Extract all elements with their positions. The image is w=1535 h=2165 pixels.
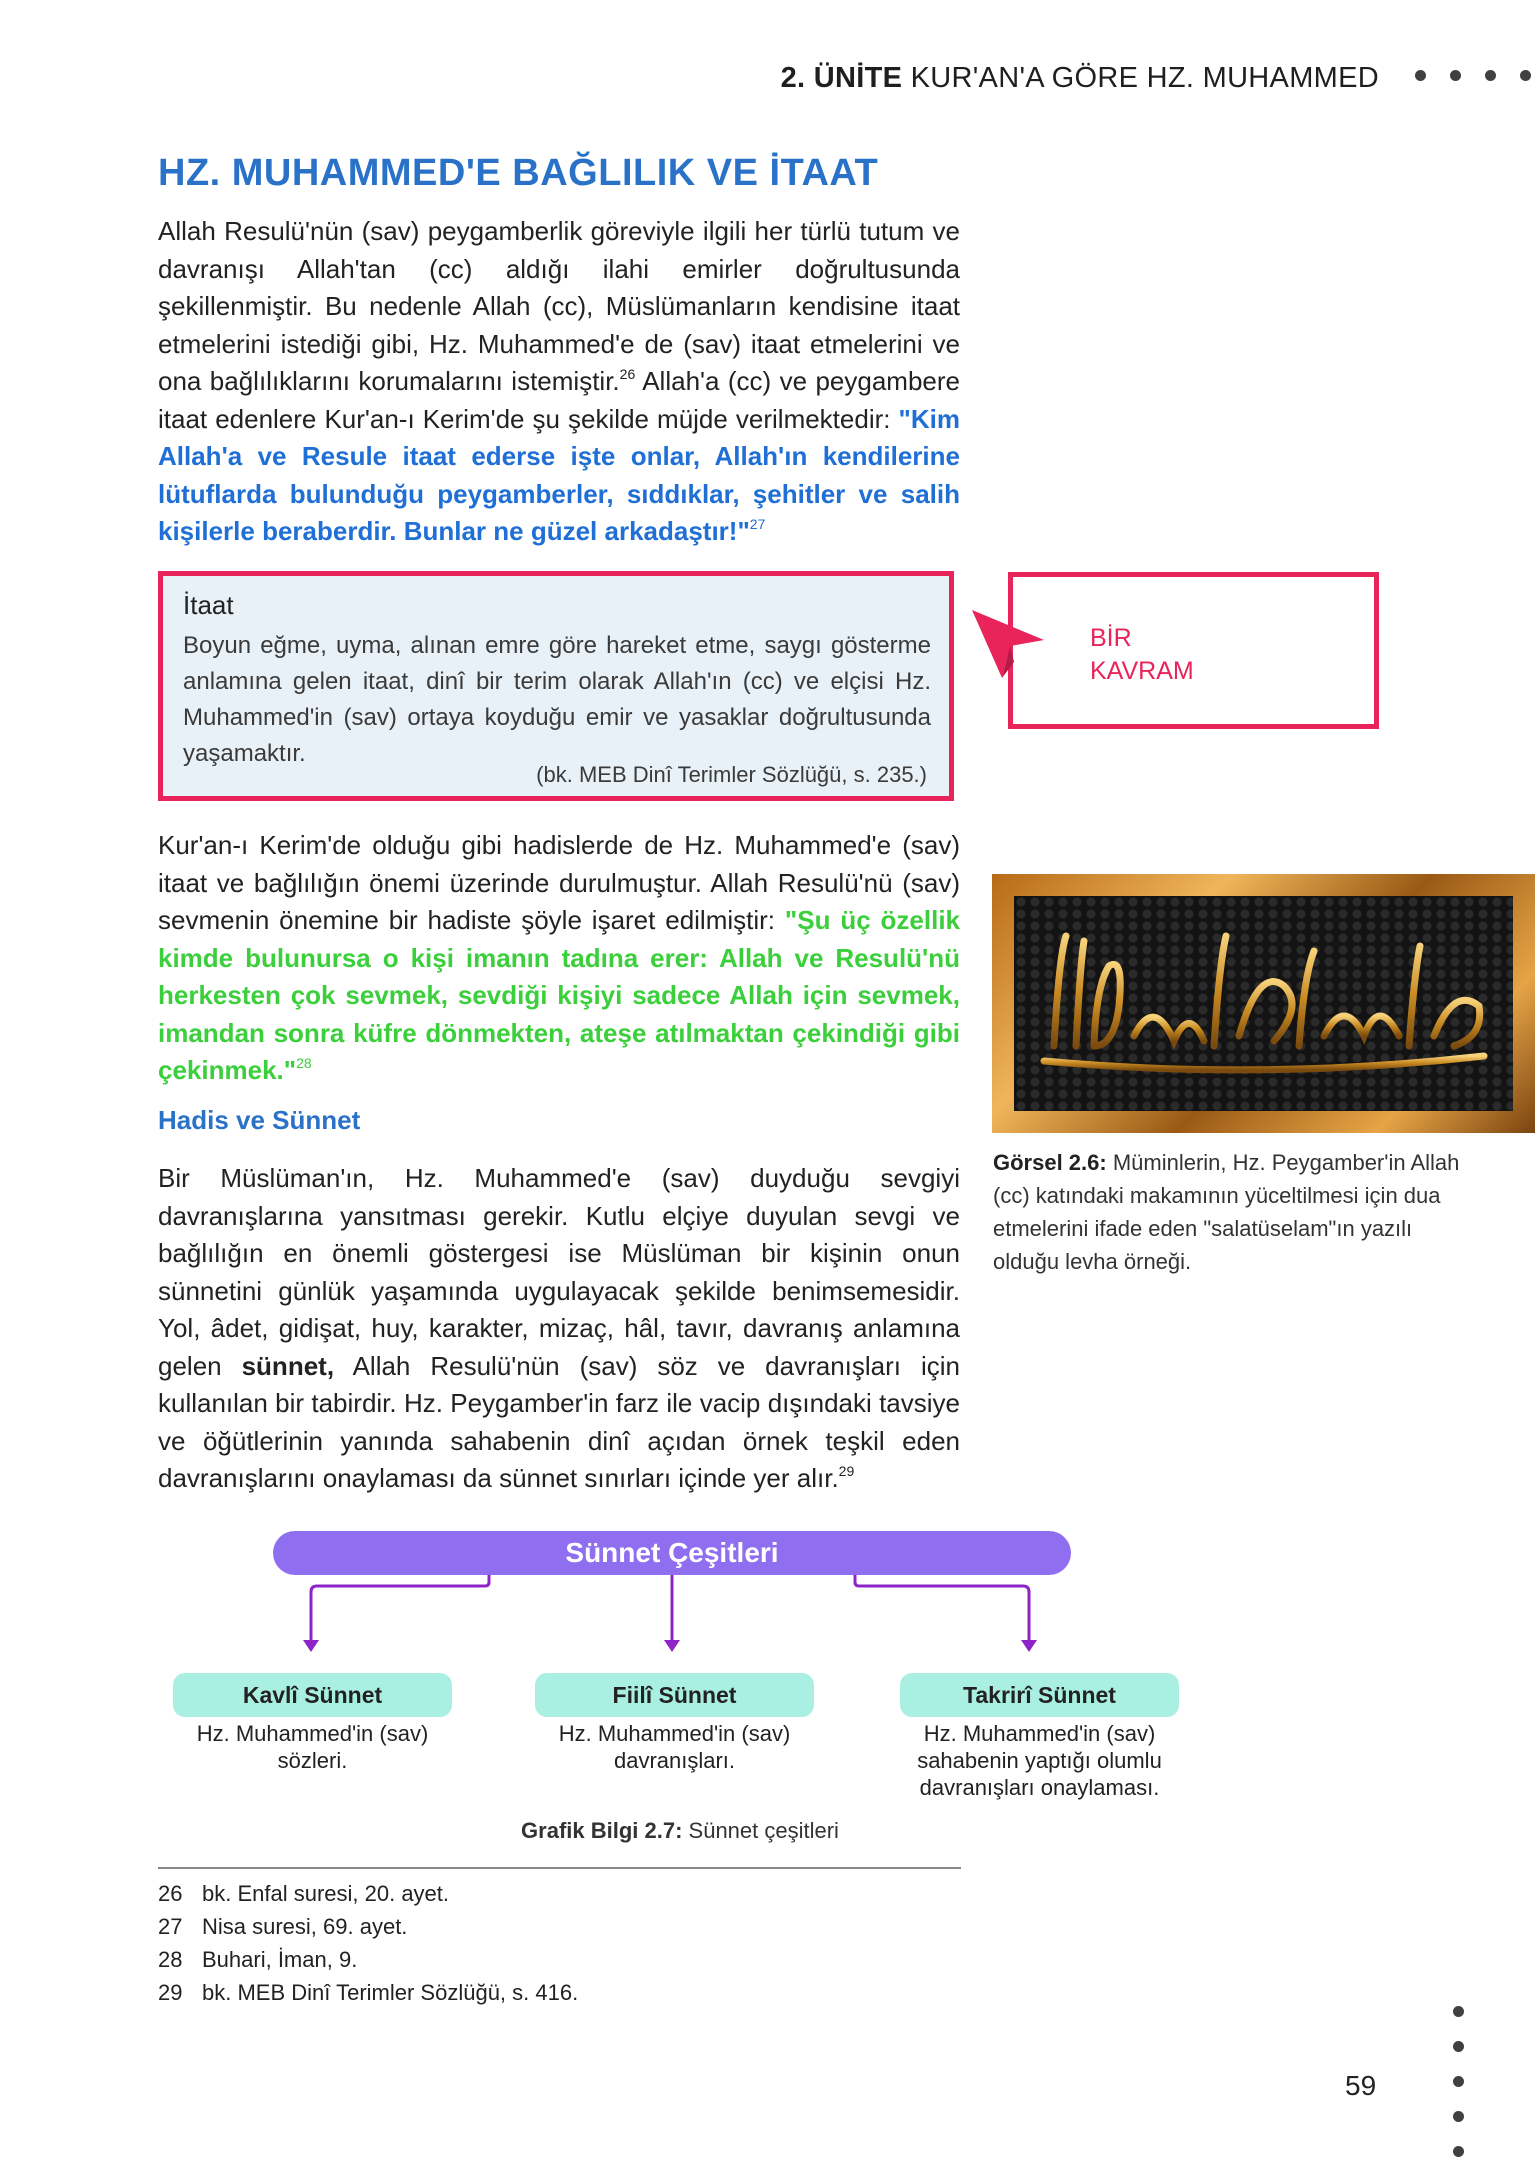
sunnah-text-2: Allah Resulü'nün (sav) söz ve davranışları için kullanılan bir tabirdir. Hz. Peygamber'in farz ile vacip dışındaki tavsiye ve öğütlerinin yanında sahabenin dinî açıdan örnek teşkil eden davranışlarını onaylaması da sünnet sınırları içinde yer alır. <box>158 1350 960 1493</box>
sunnah-bold-term: sünnet, <box>241 1350 335 1381</box>
definition-reference: (bk. MEB Dinî Terimler Sözlüğü, s. 235.) <box>536 762 927 787</box>
unit-title: KUR'AN'A GÖRE HZ. MUHAMMED <box>910 62 1379 94</box>
footnote-item: 27 Nisa suresi, 69. ayet. <box>158 1914 408 1939</box>
sunnet-type-fiili-desc: Hz. Muhammed'in (sav) davranışları. <box>558 1721 791 1773</box>
diagram-caption-label: Grafik Bilgi 2.7: <box>521 1818 683 1843</box>
image-caption-text: Müminlerin, Hz. Peygamber'in Allah (cc) katındaki makamının yüceltilmesi için dua etmelerini ifade eden "salatüselam"ın yazılı olduğu levha örneği. <box>993 1150 1460 1274</box>
intro-text-2: Allah'a (cc) ve peygambere itaat edenlere Kur'an-ı Kerim'de şu şekilde müjde verilmektedir: <box>158 366 961 434</box>
hadith-intro-text: Kur'an-ı Kerim'de olduğu gibi hadislerde de Hz. Muhammed'e (sav) itaat ve bağlılığın önemi üzerinde durulmuştur. Allah Resulü'nü (sav) sevmenin önemine bir hadiste şöyle işaret edilmiştir: <box>158 830 960 935</box>
footnote-ref-29: 29 <box>838 1463 855 1479</box>
kavram-line-2: KAVRAM <box>1090 657 1194 685</box>
definition-text: Boyun eğme, uyma, alınan emre göre hareket etme, saygı gösterme anlamına gelen itaat, dinî bir terim olarak Allah'ın (cc) ve elçisi Hz. Muhammed'in (sav) ortaya koyduğu emir ve yasaklar doğrultusunda yaşamaktır. <box>183 632 931 767</box>
hadith-quote: "Şu üç özellik kimde bulunursa o kişi imanın tadına erer: Allah ve Resulü'nü herkesten çok sevmek, sevdiği kişiyi sadece Allah için sevmek, imandan sonra küfre dönmekten, ateşe atılmaktan çekindiği gibi çekinmek." <box>158 905 961 1085</box>
subheading-hadis-sunnet: Hadis ve Sünnet <box>158 1105 361 1135</box>
section-title: HZ. MUHAMMED'E BAĞLILIK VE İTAAT <box>158 152 879 194</box>
footnote-divider <box>158 1867 961 1869</box>
footnote-item: 28 Buhari, İman, 9. <box>158 1947 358 1972</box>
diagram-caption-text: Sünnet çeşitleri <box>682 1818 839 1843</box>
sunnet-type-kavli-desc: Hz. Muhammed'in (sav) sözleri. <box>196 1721 429 1773</box>
footnote-ref-27: 27 <box>749 516 766 532</box>
diagram-title-pill: Sünnet Çeşitleri <box>273 1531 1071 1575</box>
quran-quote: "Kim Allah'a ve Resule itaat ederse işte onlar, Allah'ın kendilerine lütuflarda bulunduğu peygamberler, sıddıklar, şehitler ve salih kişilerle beraberdir. Bunlar ne güzel arkadaştır!" <box>158 403 960 546</box>
footnote-item: 29 bk. MEB Dinî Terimler Sözlüğü, s. 416. <box>158 1980 579 2005</box>
definition-term: İtaat <box>183 590 234 620</box>
page-number: 59 <box>1345 2070 1377 2101</box>
unit-number: 2. ÜNİTE <box>780 62 903 94</box>
footnotes <box>158 1877 578 2009</box>
sunnet-type-kavli: Kavlî Sünnet <box>173 1673 452 1717</box>
kavram-line-1: BİR <box>1090 624 1132 652</box>
footnote-item: 26 bk. Enfal suresi, 20. ayet. <box>158 1881 450 1906</box>
footnote-ref-26: 26 <box>619 366 636 382</box>
sunnet-type-fiili: Fiilî Sünnet <box>535 1673 814 1717</box>
footnote-ref-28: 28 <box>296 1055 312 1071</box>
sunnet-type-takriri: Takrirî Sünnet <box>900 1673 1179 1717</box>
image-caption-label: Görsel 2.6: <box>993 1150 1107 1175</box>
intro-text: Allah Resulü'nün (sav) peygamberlik göreviyle ilgili her türlü tutum ve davranışı Allah'tan (cc) aldığı ilahi emirler doğrultusunda şekillenmiştir. Bu nedenle Allah (cc), Müslümanların kendisine itaat etmelerini istediği gibi, Hz. Muhammed'e de (sav) itaat etmelerini ve ona bağlılıklarını korumalarını istemiştir. <box>158 216 960 396</box>
diagram-caption <box>0 1818 1360 1844</box>
sunnet-type-takriri-desc: Hz. Muhammed'in (sav) sahabenin yaptığı olumlu davranışları onaylaması. <box>917 1721 1162 1800</box>
sunnah-text-1: Bir Müslüman'ın, Hz. Muhammed'e (sav) duyduğu sevgiyi davranışlarına yansıtması gerekir. Kutlu elçiye duyulan sevgi ve bağlılığın en önemli göstergesi ise Müslüman bir kişinin onun sünnetini günlük yaşamında uygulayacak şekilde benimsemesidir. Yol, âdet, gidişat, huy, karakter, mizaç, hâl, tavır, davranış anlamına gelen <box>158 1163 960 1381</box>
